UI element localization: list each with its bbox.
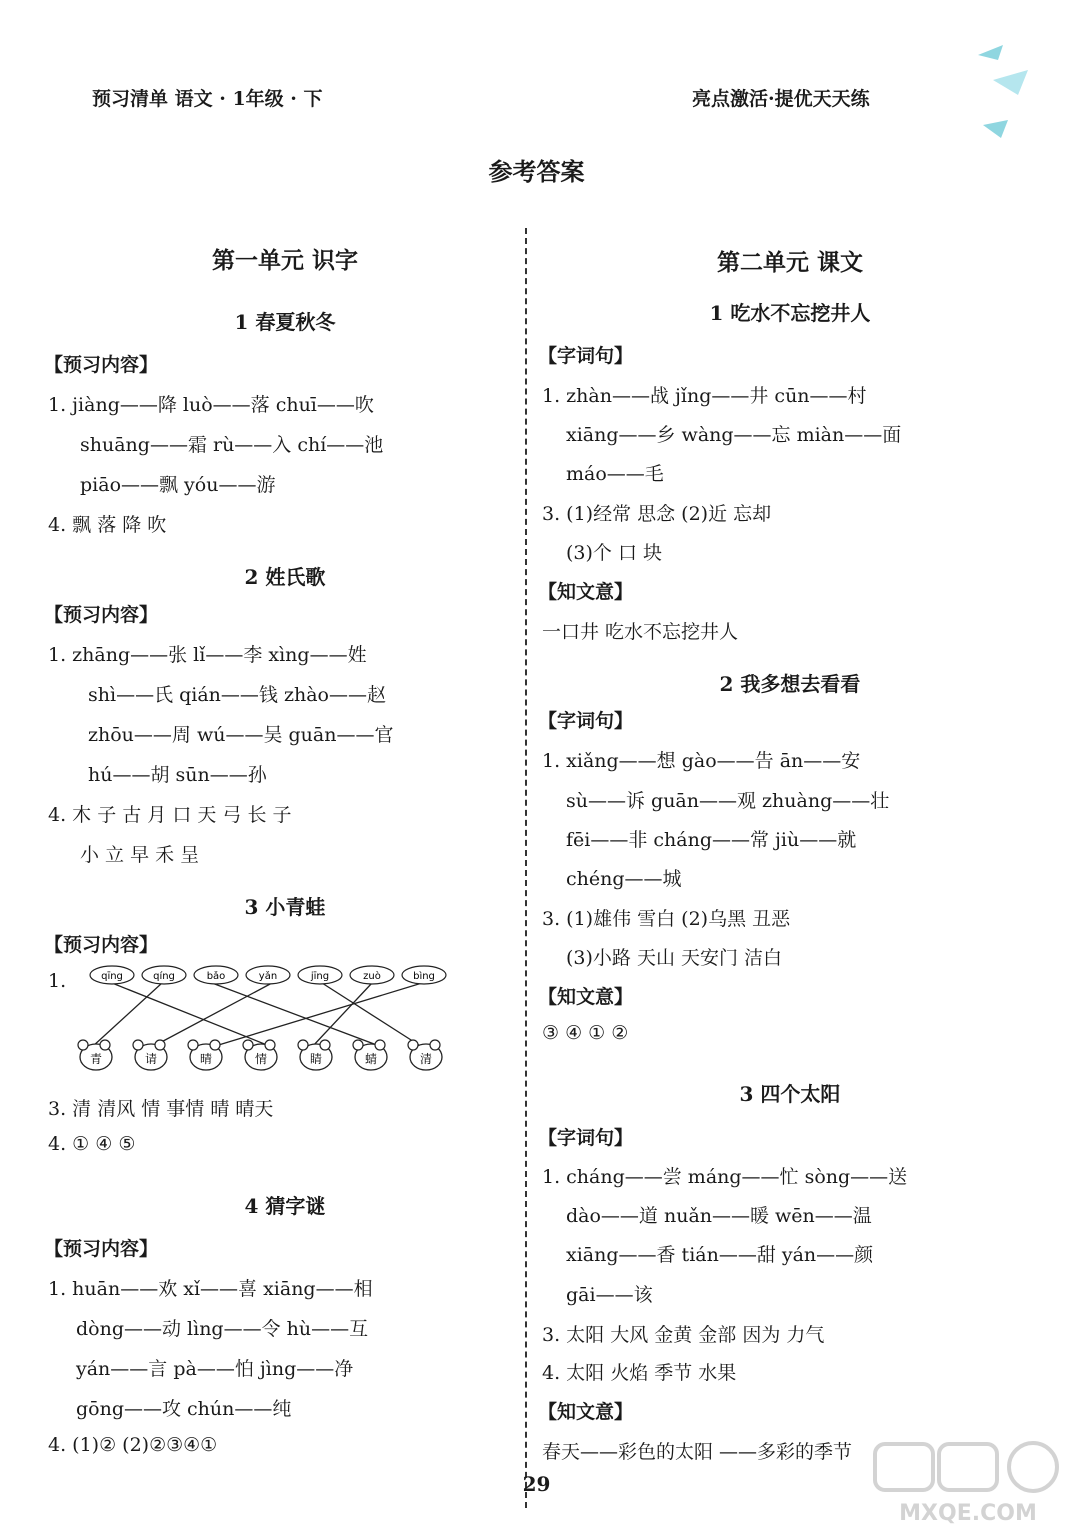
svg-text:qíng: qíng [153, 971, 175, 982]
svg-text:qīng: qīng [101, 971, 123, 982]
column-divider [525, 228, 527, 1508]
svg-text:情: 情 [254, 1052, 268, 1066]
section-label: 【知文意】 [538, 1401, 634, 1423]
answer-line: 1. zhāng——张 lǐ——李 xìng——姓 [48, 644, 367, 666]
pinyin-bubble [90, 966, 134, 984]
lesson-title: 2 姓氏歌 [244, 565, 326, 589]
pinyin-bubble [350, 966, 394, 984]
answer-line: yán——言 pà——怕 jìng——净 [76, 1358, 354, 1380]
svg-text:zuò: zuò [363, 971, 381, 982]
corner-decoration-icon [973, 40, 1033, 150]
svg-text:晴: 晴 [199, 1052, 213, 1066]
pinyin-bubble [298, 966, 342, 984]
page-title: 参考答案 [488, 157, 585, 186]
pinyin-bubble [402, 966, 446, 984]
answer-line: 小 立 早 禾 呈 [80, 844, 200, 866]
answer-line: 1. zhàn——战 jǐng——井 cūn——村 [542, 385, 867, 407]
pinyin-bubble [194, 966, 238, 984]
svg-text:青: 青 [89, 1052, 103, 1066]
pinyin-bubble [246, 966, 290, 984]
header-right: 亮点激活·提优天天练 [692, 88, 870, 110]
pinyin-bubble [142, 966, 186, 984]
answer-line: 一口井 吃水不忘挖井人 [542, 621, 739, 643]
svg-text:MXQE.COM: MXQE.COM [899, 1501, 1037, 1526]
answer-line: ③ ④ ① ② [542, 1022, 629, 1044]
lesson-title: 1 春夏秋冬 [234, 310, 336, 334]
section-label: 【知文意】 [538, 581, 634, 603]
answer-line: 3. 清 清风 情 事情 晴 晴天 [48, 1098, 274, 1120]
answer-line: 4. 太阳 火焰 季节 水果 [542, 1362, 737, 1384]
header-left: 预习清单 语文 · 1年级 · 下 [92, 88, 323, 110]
section-label: 【字词句】 [538, 345, 634, 367]
answer-line: shuāng——霜 rù——入 chí——池 [80, 434, 384, 456]
lesson-title: 2 我多想去看看 [719, 672, 861, 696]
answer-line: 3. 太阳 大风 金黄 金部 因为 力气 [542, 1324, 825, 1346]
unit-title-right: 第二单元 课文 [716, 249, 863, 276]
answer-line: 3. (1)经常 思念 (2)近 忘却 [542, 503, 772, 525]
answer-line: 春天——彩色的太阳 ——多彩的季节 [542, 1441, 853, 1463]
answer-line: fēi——非 cháng——常 jiù——就 [566, 829, 857, 851]
section-label: 【预习内容】 [44, 354, 159, 376]
frog-icon [78, 1040, 112, 1070]
answer-line: 1. xiǎng——想 gào——告 ān——安 [542, 750, 861, 772]
answer-line: piāo——飘 yóu——游 [80, 474, 276, 496]
svg-text:jīng: jīng [310, 971, 330, 982]
answer-line: 1. [48, 970, 67, 992]
answer-line: 3. (1)雄伟 雪白 (2)乌黑 丑恶 [542, 908, 791, 930]
svg-text:yǎn: yǎn [258, 971, 278, 982]
svg-text:清: 清 [419, 1052, 433, 1066]
frog-icon [243, 1040, 277, 1070]
watermark-logo-icon [873, 1440, 1063, 1530]
lesson-title: 3 四个太阳 [739, 1082, 841, 1106]
section-label: 【预习内容】 [44, 604, 159, 626]
answer-line: sù——诉 guān——观 zhuàng——壮 [566, 790, 890, 812]
svg-text:蜻: 蜻 [364, 1052, 378, 1066]
answer-line: shì——氏 qián——钱 zhào——赵 [88, 684, 386, 706]
lesson-title: 4 猜字谜 [244, 1194, 326, 1218]
frog-icon [188, 1040, 222, 1070]
answer-line: 1. jiàng——降 luò——落 chuī——吹 [48, 394, 374, 416]
frog-icon [408, 1040, 442, 1070]
answer-line: 4. ① ④ ⑤ [48, 1133, 136, 1155]
svg-text:bìng: bìng [413, 971, 435, 982]
answer-line: gōng——攻 chún——纯 [76, 1398, 292, 1420]
answer-line: 1. huān——欢 xǐ——喜 xiāng——相 [48, 1278, 373, 1300]
answer-line: dòng——动 lìng——令 hù——互 [76, 1318, 369, 1340]
answer-line: xiāng——香 tián——甜 yán——颜 [566, 1244, 874, 1266]
page-number: 29 [522, 1472, 551, 1496]
frog-icon [353, 1040, 387, 1070]
frog-icon [298, 1040, 332, 1070]
answer-line: (3)个 口 块 [566, 542, 662, 564]
answer-line: 4. (1)② (2)②③④① [48, 1434, 218, 1456]
answer-line: zhōu——周 wú——吴 guān——官 [88, 724, 394, 746]
section-label: 【预习内容】 [44, 1238, 159, 1260]
answer-line: xiāng——乡 wàng——忘 miàn——面 [566, 424, 902, 446]
section-label: 【知文意】 [538, 986, 634, 1008]
answer-line: dào——道 nuǎn——暖 wēn——温 [566, 1205, 872, 1227]
answer-line: chéng——城 [566, 868, 682, 890]
svg-text:睛: 睛 [309, 1052, 323, 1066]
lesson-title: 1 吃水不忘挖井人 [709, 301, 871, 325]
answer-line: (3)小路 天山 天安门 洁白 [566, 947, 783, 969]
answer-line: 4. 飘 落 降 吹 [48, 514, 167, 536]
section-label: 【预习内容】 [44, 934, 159, 956]
svg-text:请: 请 [144, 1052, 158, 1066]
section-label: 【字词句】 [538, 1127, 634, 1149]
lesson-title: 3 小青蛙 [244, 895, 326, 919]
section-label: 【字词句】 [538, 710, 634, 732]
matching-diagram [72, 965, 472, 1075]
answer-line: 1. cháng——尝 máng——忙 sòng——送 [542, 1166, 908, 1188]
answer-line: gāi——该 [566, 1284, 653, 1306]
unit-title-left: 第一单元 识字 [211, 247, 358, 274]
answer-line: hú——胡 sūn——孙 [88, 764, 267, 786]
frog-icon [133, 1040, 167, 1070]
answer-line: 4. 木 子 古 月 口 天 弓 长 子 [48, 804, 292, 826]
answer-line: máo——毛 [566, 463, 664, 485]
svg-text:bǎo: bǎo [206, 971, 226, 982]
